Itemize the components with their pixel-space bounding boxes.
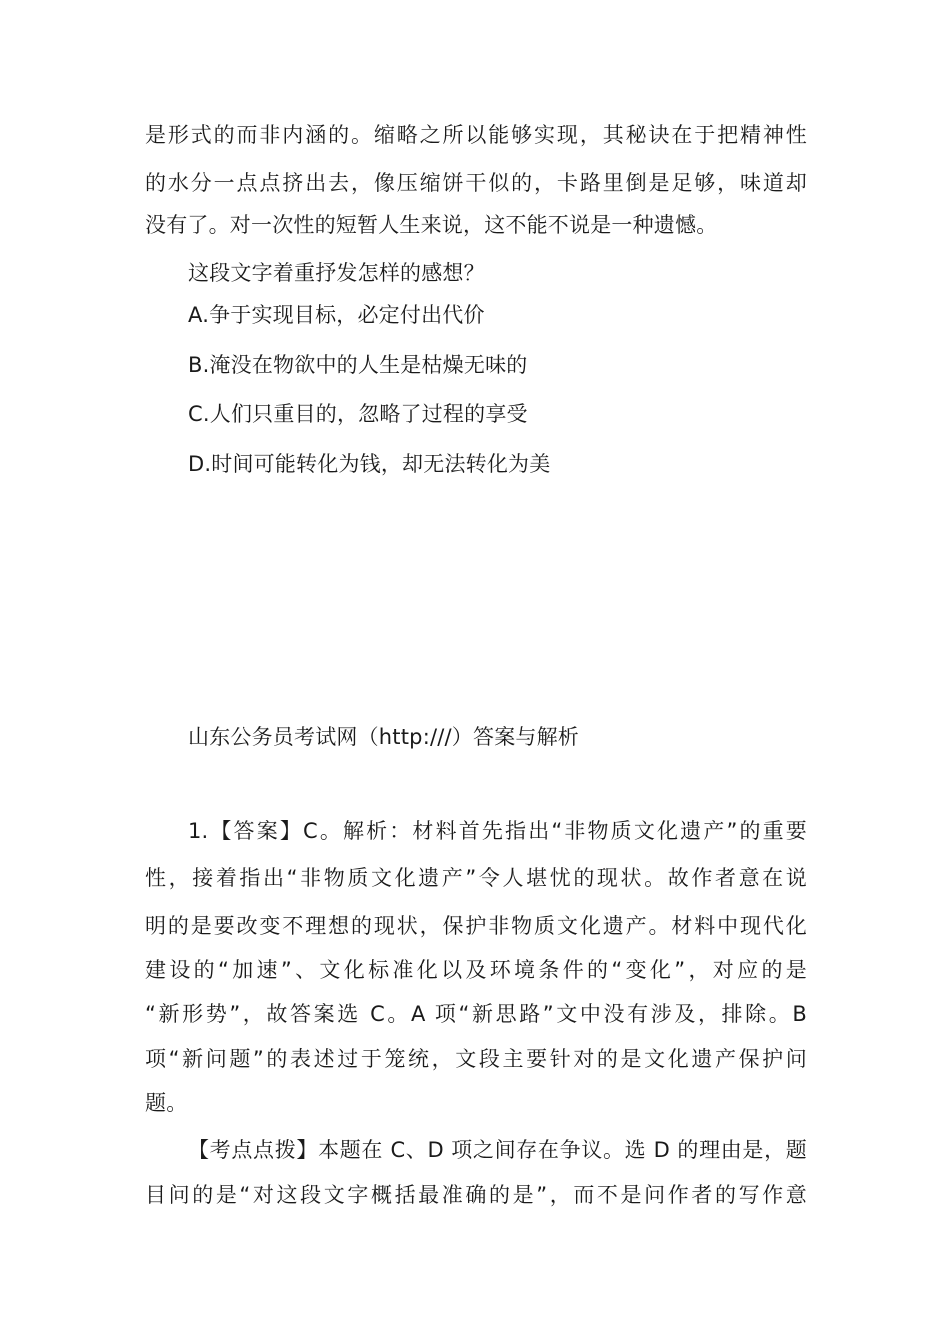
question-stem: 这段文字着重抒发怎样的感想？ xyxy=(188,261,485,285)
option-c: C.人们只重目的，忽略了过程的享受 xyxy=(188,402,528,426)
answer-line: 项“新问题”的表述过于笼统，文段主要针对的是文化遗产保护问 xyxy=(145,1047,807,1071)
answer-line: 明的是要改变不理想的现状，保护非物质文化遗产。材料中现代化 xyxy=(145,914,807,938)
tip-line: 【考点点拨】本题在 C、D 项之间存在争议。选 D 的理由是，题 xyxy=(188,1138,807,1162)
passage-line: 没有了。对一次性的短暂人生来说，这不能不说是一种遗憾。 xyxy=(145,213,718,237)
option-d: D.时间可能转化为钱，却无法转化为美 xyxy=(188,452,551,476)
tip-line: 目问的是“对这段文字概括最准确的是”，而不是问作者的写作意 xyxy=(145,1183,807,1207)
answer-line: 性，接着指出“非物质文化遗产”令人堪忧的现状。故作者意在说 xyxy=(145,866,807,890)
passage-line: 的水分一点点挤出去，像压缩饼干似的，卡路里倒是足够，味道却 xyxy=(145,171,807,195)
option-b: B.淹没在物欲中的人生是枯燥无味的 xyxy=(188,353,528,377)
answer-line: “新形势”，故答案选 C。A 项“新思路”文中没有涉及，排除。B xyxy=(145,1002,807,1026)
answer-line: 建设的“加速”、文化标准化以及环境条件的“变化”，对应的是 xyxy=(145,958,807,982)
passage-line: 是形式的而非内涵的。缩略之所以能够实现，其秘诀在于把精神性 xyxy=(145,123,807,147)
section-heading: 山东公务员考试网（http:///）答案与解析 xyxy=(188,725,580,749)
option-a: A.争于实现目标，必定付出代价 xyxy=(188,303,485,327)
answer-line: 1.【答案】C。解析：材料首先指出“非物质文化遗产”的重要 xyxy=(188,819,807,843)
answer-line: 题。 xyxy=(145,1091,188,1115)
